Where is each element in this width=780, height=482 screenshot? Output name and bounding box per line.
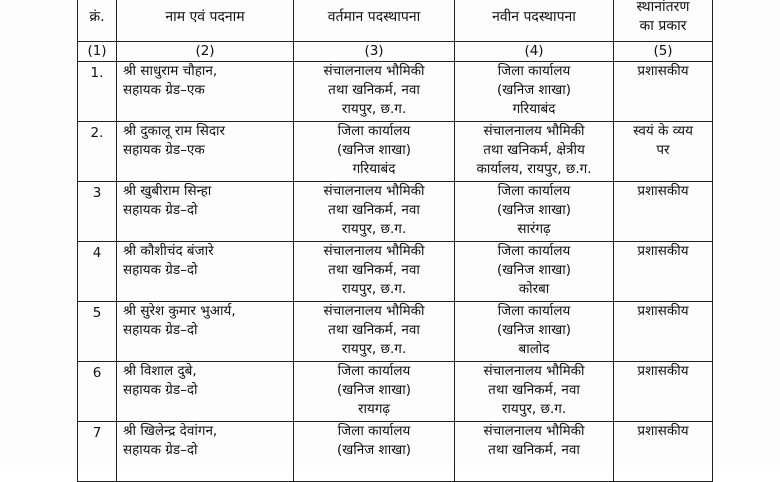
new-posting-line: तथा खनिकर्म, नवा: [488, 442, 580, 458]
current-posting-line: संचालनालय भौमिकी: [323, 303, 425, 319]
new-posting-line: कोरबा: [518, 281, 550, 297]
header-transfer-type-line1: स्थानांतरण: [636, 0, 690, 15]
employee-designation: सहायक ग्रेड–दो: [123, 322, 198, 338]
current-posting-line: रायपुर, छ.ग.: [341, 101, 407, 117]
row-serial: 4: [78, 242, 117, 302]
table-row: [78, 62, 713, 122]
current-posting-line: (खनिज शाखा): [336, 382, 412, 398]
new-posting-line: संचालनालय भौमिकी: [483, 123, 585, 139]
header-transfer-type-line2: का प्रकार: [639, 18, 687, 34]
current-posting-line: रायपुर, छ.ग.: [341, 341, 407, 357]
row-new-posting: [455, 62, 614, 122]
employee-designation: सहायक ग्रेड–एक: [123, 82, 205, 98]
transfer-type-line: प्रशासकीय: [637, 303, 689, 319]
table-header-row: [78, 0, 713, 42]
new-posting-line: (खनिज शाखा): [496, 322, 572, 338]
header-transfer-type: [614, 0, 713, 42]
new-posting-line: जिला कार्यालय: [497, 243, 571, 259]
current-posting-line: गरियाबंद: [352, 161, 396, 177]
row-current-posting: [294, 62, 455, 122]
employee-name: श्री साधुराम चौहान,: [123, 63, 218, 79]
new-posting-line: जिला कार्यालय: [497, 63, 571, 79]
current-posting-line: संचालनालय भौमिकी: [323, 183, 425, 199]
table-row: [78, 122, 713, 182]
row-new-posting: [455, 362, 614, 422]
table-row: [78, 182, 713, 242]
current-posting-line: रायपुर, छ.ग.: [341, 281, 407, 297]
row-new-posting: [455, 302, 614, 362]
table-row: [78, 242, 713, 302]
new-posting-line: रायपुर, छ.ग.: [501, 401, 567, 417]
header-serial: क्रं.: [78, 0, 117, 42]
new-posting-line: तथा खनिकर्म, क्षेत्रीय: [483, 142, 585, 158]
header-name: नाम एवं पदनाम: [117, 0, 294, 42]
row-serial: 6: [78, 362, 117, 422]
row-transfer-type: [614, 362, 713, 422]
employee-designation: सहायक ग्रेड–दो: [123, 262, 198, 278]
row-name-designation: [117, 62, 294, 122]
employee-designation: सहायक ग्रेड–एक: [123, 142, 205, 158]
table-row: [78, 362, 713, 422]
column-number: (4): [455, 42, 614, 62]
column-number: (2): [117, 42, 294, 62]
current-posting-line: संचालनालय भौमिकी: [323, 243, 425, 259]
new-posting-line: जिला कार्यालय: [497, 183, 571, 199]
transfer-table: [77, 0, 713, 482]
current-posting-line: जिला कार्यालय: [337, 363, 411, 379]
column-number: (1): [78, 42, 117, 62]
table-row: [78, 422, 713, 482]
row-transfer-type: [614, 62, 713, 122]
row-new-posting: [455, 422, 614, 482]
new-posting-line: तथा खनिकर्म, नवा: [488, 382, 580, 398]
new-posting-line: जिला कार्यालय: [497, 303, 571, 319]
employee-name: श्री कौशीचंद बंजारे: [123, 243, 214, 259]
new-posting-line: (खनिज शाखा): [496, 262, 572, 278]
table-row: [78, 302, 713, 362]
employee-designation: सहायक ग्रेड–दो: [123, 382, 198, 398]
row-transfer-type: [614, 242, 713, 302]
row-new-posting: [455, 242, 614, 302]
column-number-row: [78, 42, 713, 62]
row-current-posting: [294, 122, 455, 182]
employee-name: श्री खुबीराम सिन्हा: [123, 183, 212, 199]
header-new-posting: नवीन पदस्थापना: [455, 0, 614, 42]
row-transfer-type: [614, 122, 713, 182]
transfer-type-line: प्रशासकीय: [637, 63, 689, 79]
new-posting-line: बालोद: [518, 341, 550, 357]
current-posting-line: (खनिज शाखा): [336, 142, 412, 158]
row-current-posting: [294, 302, 455, 362]
transfer-type-line: प्रशासकीय: [637, 243, 689, 259]
current-posting-line: जिला कार्यालय: [337, 423, 411, 439]
row-current-posting: [294, 362, 455, 422]
employee-name: श्री विशाल दुबे,: [123, 363, 197, 379]
row-name-designation: [117, 242, 294, 302]
row-serial: 5: [78, 302, 117, 362]
new-posting-line: संचालनालय भौमिकी: [483, 363, 585, 379]
transfer-type-line: पर: [656, 142, 670, 158]
row-new-posting: [455, 182, 614, 242]
transfer-type-line: प्रशासकीय: [637, 363, 689, 379]
current-posting-line: तथा खनिकर्म, नवा: [328, 82, 420, 98]
new-posting-line: (खनिज शाखा): [496, 202, 572, 218]
column-number: (3): [294, 42, 455, 62]
transfer-type-line: प्रशासकीय: [637, 423, 689, 439]
current-posting-line: जिला कार्यालय: [337, 123, 411, 139]
employee-designation: सहायक ग्रेड–दो: [123, 202, 198, 218]
header-current-posting: वर्तमान पदस्थापना: [294, 0, 455, 42]
row-new-posting: [455, 122, 614, 182]
row-name-designation: [117, 302, 294, 362]
employee-name: श्री सुरेश कुमार भुआर्य,: [123, 303, 236, 319]
current-posting-line: रायगढ़: [357, 401, 391, 417]
row-current-posting: [294, 242, 455, 302]
transfer-type-line: प्रशासकीय: [637, 183, 689, 199]
row-serial: 2.: [78, 122, 117, 182]
employee-name: श्री खिलेन्द्र देवांगन,: [123, 423, 218, 439]
row-transfer-type: [614, 422, 713, 482]
new-posting-line: कार्यालय, रायपुर, छ.ग.: [476, 161, 592, 177]
column-number: (5): [614, 42, 713, 62]
employee-designation: सहायक ग्रेड–दो: [123, 442, 198, 458]
employee-name: श्री दुकालू राम सिदार: [123, 123, 226, 139]
row-serial: 1.: [78, 62, 117, 122]
current-posting-line: तथा खनिकर्म, नवा: [328, 262, 420, 278]
current-posting-line: संचालनालय भौमिकी: [323, 63, 425, 79]
row-current-posting: [294, 422, 455, 482]
new-posting-line: (खनिज शाखा): [496, 82, 572, 98]
row-transfer-type: [614, 302, 713, 362]
row-transfer-type: [614, 182, 713, 242]
current-posting-line: रायपुर, छ.ग.: [341, 221, 407, 237]
current-posting-line: तथा खनिकर्म, नवा: [328, 322, 420, 338]
row-serial: 7: [78, 422, 117, 482]
row-name-designation: [117, 122, 294, 182]
current-posting-line: (खनिज शाखा): [336, 442, 412, 458]
current-posting-line: तथा खनिकर्म, नवा: [328, 202, 420, 218]
transfer-type-line: स्वयं के व्यय: [633, 123, 693, 139]
new-posting-line: सारंगढ़: [517, 221, 551, 237]
row-name-designation: [117, 422, 294, 482]
row-current-posting: [294, 182, 455, 242]
new-posting-line: संचालनालय भौमिकी: [483, 423, 585, 439]
row-serial: 3: [78, 182, 117, 242]
row-name-designation: [117, 182, 294, 242]
new-posting-line: गरियाबंद: [512, 101, 556, 117]
row-name-designation: [117, 362, 294, 422]
